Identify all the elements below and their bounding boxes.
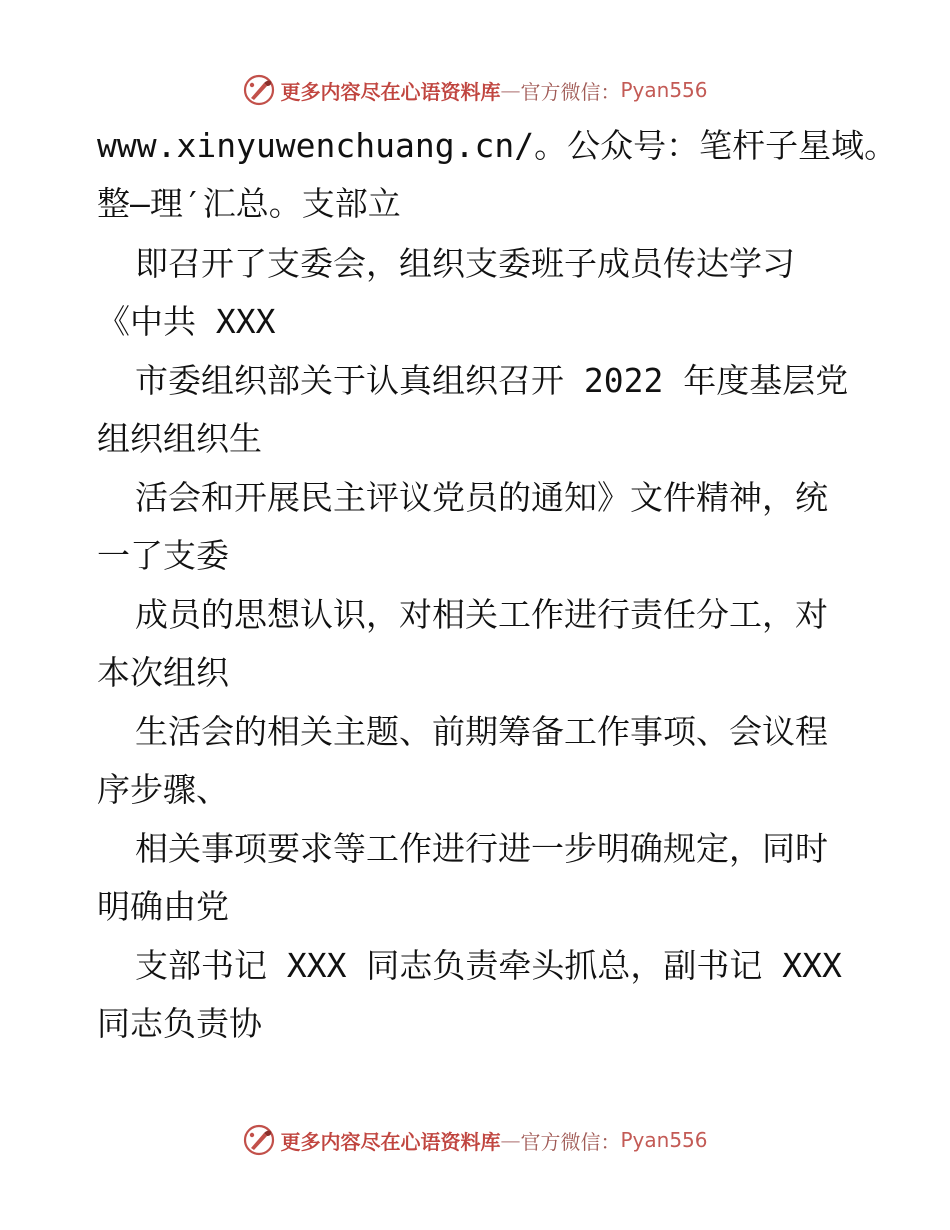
text-line: 《中共 XXX bbox=[97, 302, 276, 341]
text-line: 市委组织部关于认真组织召开 2022 年度基层党 bbox=[135, 361, 849, 400]
banner-separator: — bbox=[500, 78, 521, 102]
text-line: 相关事项要求等工作进行进一步明确规定，同时 bbox=[135, 829, 828, 868]
text-line: 序步骤、 bbox=[97, 770, 229, 809]
text-line: 支部书记 XXX 同志负责牵头抓总，副书记 XXX bbox=[135, 946, 842, 985]
text-line: 明确由党 bbox=[97, 887, 229, 926]
banner-wechat-label: 官方微信： bbox=[520, 1129, 621, 1154]
text-line: 同志负责协 bbox=[97, 1004, 262, 1043]
banner-wechat-id: Pyan556 bbox=[620, 78, 708, 102]
text-line: www.xinyuwenchuang.cn/。公众号：笔杆子星域。 bbox=[97, 126, 898, 165]
text-line: 活会和开展民主评议党员的通知》文件精神，统 bbox=[135, 478, 828, 517]
banner-main-text: 更多内容尽在心语资料库 bbox=[280, 79, 501, 104]
text-line: 组织组织生 bbox=[97, 419, 262, 458]
text-line: 一了支委 bbox=[97, 536, 229, 575]
text-line: 生活会的相关主题、前期筹备工作事项、会议程 bbox=[135, 712, 828, 751]
banner-wechat-label: 官方微信： bbox=[520, 79, 621, 104]
quill-pen-logo-icon bbox=[242, 1123, 276, 1157]
text-line: 即召开了支委会，组织支委班子成员传达学习 bbox=[135, 244, 795, 283]
banner-separator: — bbox=[500, 1128, 521, 1152]
text-line: 整—理′汇总。支部立 bbox=[97, 184, 401, 223]
text-line: 本次组织 bbox=[97, 653, 229, 692]
text-line: 成员的思想认识，对相关工作进行责任分工，对 bbox=[135, 595, 828, 634]
footer-banner bbox=[0, 1120, 950, 1160]
banner-wechat-id: Pyan556 bbox=[620, 1128, 708, 1152]
banner-main-text: 更多内容尽在心语资料库 bbox=[280, 1129, 501, 1154]
